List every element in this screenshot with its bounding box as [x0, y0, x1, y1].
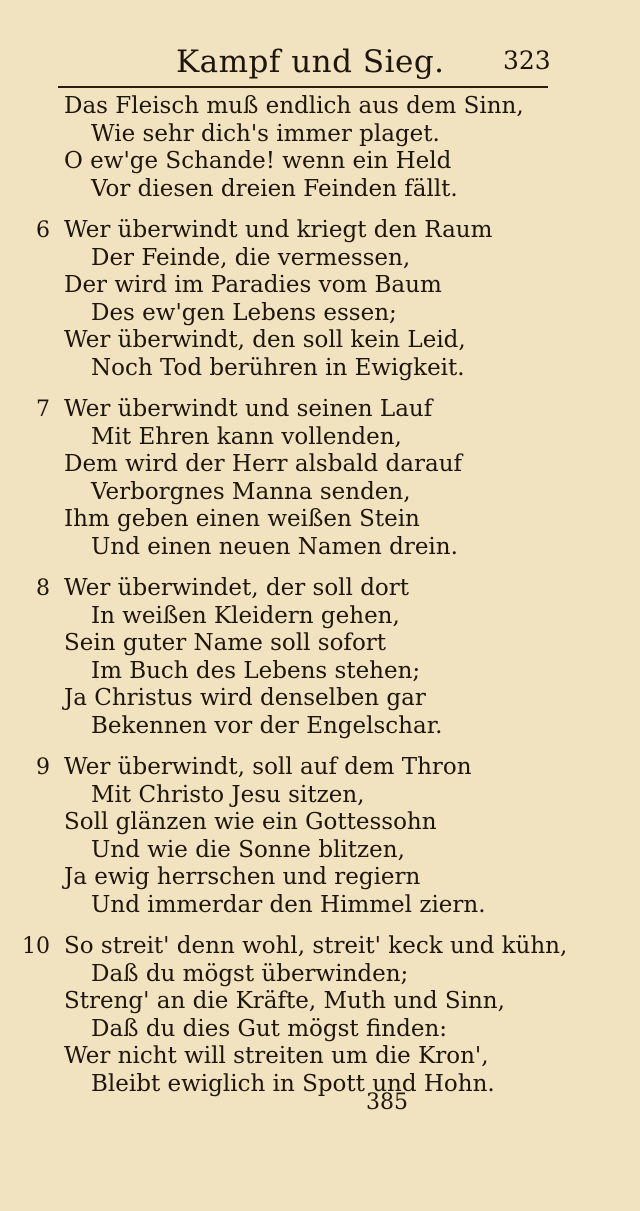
stanza-number: 7	[36, 397, 50, 422]
page-header	[0, 44, 640, 84]
hymn-text	[0, 93, 640, 1112]
stanza-number: 9	[36, 755, 50, 780]
stanza-number: 10	[22, 934, 50, 959]
verse-line: Daß du dies Gut mögst finden:	[91, 1015, 448, 1042]
verse-line: Der Feinde, die vermessen,	[91, 244, 411, 271]
verse-line: In weißen Kleidern gehen,	[91, 602, 400, 629]
verse-line: Das Fleisch muß endlich aus dem Sinn,	[64, 93, 524, 119]
verse-line: Und wie die Sonne blitzen,	[91, 836, 405, 863]
verse-line: Streng' an die Kräfte, Muth und Sinn,	[64, 988, 505, 1014]
verse-line: Ja ewig herrschen und regiern	[64, 864, 421, 890]
verse-line: Bekennen vor der Engelschar.	[91, 712, 443, 739]
stanza	[0, 217, 640, 382]
stanza	[0, 933, 640, 1098]
header-rule	[58, 86, 548, 88]
verse-line: Und immerdar den Himmel ziern.	[91, 891, 486, 918]
stanza	[0, 754, 640, 919]
verse-line: Daß du mögst überwinden;	[91, 960, 409, 987]
verse-line: Der wird im Paradies vom Baum	[64, 272, 442, 298]
signature-mark: 385	[366, 1090, 408, 1115]
stanza	[0, 93, 640, 203]
verse-line: Ihm geben einen weißen Stein	[64, 506, 420, 532]
verse-line: Und einen neuen Namen drein.	[91, 533, 458, 560]
verse-line: Wie sehr dich's immer plaget.	[91, 120, 440, 147]
verse-line: Wer überwindet, der soll dort	[64, 575, 409, 601]
verse-line: Wer überwindt, soll auf dem Thron	[64, 754, 472, 780]
verse-line: Noch Tod berühren in Ewigkeit.	[91, 354, 465, 381]
verse-line: Mit Christo Jesu sitzen,	[91, 781, 365, 808]
verse-line: So streit' denn wohl, streit' keck und kühn,	[64, 933, 568, 959]
verse-line: Des ew'gen Lebens essen;	[91, 299, 397, 326]
stanza	[0, 575, 640, 740]
page-number: 323	[503, 46, 551, 75]
verse-line: O ew'ge Schande! wenn ein Held	[64, 148, 452, 174]
verse-line: Vor diesen dreien Feinden fällt.	[91, 175, 458, 202]
stanza-number: 6	[36, 218, 50, 243]
verse-line: Bleibt ewiglich in Spott und Hohn.	[91, 1070, 495, 1097]
verse-line: Mit Ehren kann vollenden,	[91, 423, 402, 450]
verse-line: Dem wird der Herr alsbald darauf	[64, 451, 463, 477]
verse-line: Verborgnes Manna senden,	[91, 478, 411, 505]
verse-line: Wer nicht will streiten um die Kron',	[64, 1043, 489, 1069]
verse-line: Wer überwindt und kriegt den Raum	[64, 217, 493, 243]
verse-line: Wer überwindt und seinen Lauf	[64, 396, 433, 422]
verse-line: Ja Christus wird denselben gar	[64, 685, 426, 711]
stanza-number: 8	[36, 576, 50, 601]
page-title: Kampf und Sieg.	[176, 44, 445, 80]
verse-line: Wer überwindt, den soll kein Leid,	[64, 327, 466, 353]
verse-line: Sein guter Name soll sofort	[64, 630, 387, 656]
verse-line: Soll glänzen wie ein Gottessohn	[64, 809, 437, 835]
stanza	[0, 396, 640, 561]
verse-line: Im Buch des Lebens stehen;	[91, 657, 421, 684]
